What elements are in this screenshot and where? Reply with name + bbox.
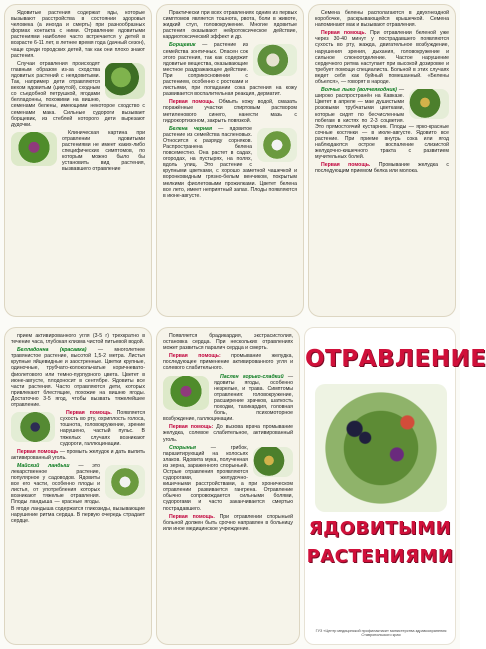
lily-text: — это лекарственное растение, популярное у садоводов. Ядовиты все его части, особенно плоды и листья, от употребления которых возникают тяжелые отравления. Плоды ландыша — красные ягоды. В ягоде ландыша содержатся гликозиды, вызывающие нарушение ритма сердца. В первую очередь страдает сердце. bbox=[11, 462, 145, 524]
first-aid-label: Первая помощь. bbox=[169, 513, 215, 520]
symptoms-text: Практически при всех отравлениях одним из первых симптомов является тошнота, рвота, боли в животе, жидкий стул, головокружение. Многие ядовитые растения оказывают нейротоксическое действие, кардиотоксический эффект и др. bbox=[163, 10, 297, 41]
cases-text: Случаи отравления происходят главным образом из-за сходства ядовитых растений с неядовитыми. Так, например дети отравляются вехом ядовитым (цикутой), сходным со съедобной петрушкой, ягодами белладонны, похожими на вишню, семенами белены, имеющими некоторое сходство с семенами мака. Сильные судороги вызывает борщевик, из стеблей которого дети вырезают дудочки. bbox=[11, 60, 145, 128]
henbane-aid-paragraph bbox=[315, 30, 449, 85]
info-panel-henbane-daphne bbox=[308, 4, 456, 317]
first-aid-label: Первая помощь. bbox=[321, 30, 367, 37]
belladonna-text: — многолетнее травянистое растение, высотой 1,5-2 метра. Листья крупные яйцевидные и заостренные. Цветки крупные, одиночные, трубчато-колокольчатые коричневато-фиолетового или темно-пурпурного цвета. Цветет в июне-августе, плодоносит в сентябре. Ядовиты все части растения. Часто отравляются дети, которых привлекают блестящие, похожие на вишню ягоды. Достаточно 3-5 ягод, чтобы вызвать тяжелейшее отравление. bbox=[11, 347, 145, 409]
info-panel-nightshade-ergot bbox=[156, 327, 300, 645]
lily-aid-text: промывание желудка, последующее применение активированного угля и солевого слабительного. bbox=[163, 353, 293, 372]
lily-aid-paragraph bbox=[163, 353, 293, 371]
daphne-text: — широко распространён на Кавказе. Цветет в апреле — мае душистыми розовыми трубчатыми цветками, которые сидят по бесчисленным побегам в кистях по 2-3 соцветия. Это прямостоячий кустарник. Плоды — ярко-красные сочные костянки — в июле-августе. Ядовито все растение. При приеме внутрь сока или ягод наблюдаются острое воспаление слизистой желудочно-кишечного тракта с развитием мучительных болей. bbox=[315, 87, 449, 161]
nightshade-heading: Паслен горько-сладкий bbox=[220, 373, 284, 380]
hogweed-aid-paragraph bbox=[163, 99, 297, 123]
henbane-photo bbox=[257, 128, 297, 162]
first-aid-label: Первая помощь: bbox=[169, 424, 214, 431]
nightshade-text: — ядовиты ягоды, особенно незрелые, и трава. Симптомы отравления: головокружение, расширение зрачков, шаткость походки, тахикардия, головная боль, психомоторное возбуждение, галлюцинации. bbox=[163, 373, 293, 423]
daphne-photo bbox=[409, 89, 449, 119]
intro-text: Ядовитые растения содержат яды, которые вызывают расстройства в состоянии здоровья человека (а иногда и смерть) при разнообразных формах контакта с ними. Отравление ядовитыми растениями наиболее часто встречается у детей в возрасте 6-11 лет, в летнее время года (дачный сезон), чаще среди городских детей, так как они плохо знают растения. bbox=[11, 10, 145, 59]
lily-symptoms-text: Появляется брадикардия, экстрасистолия, остановка сердца. При нескольких отравлениях может развиться паралич сердца и смерть. bbox=[163, 333, 293, 352]
belladonna-symptoms-text: Появляется сухость во рту, охриплость голоса, тошнота, головокружение, зрение нарушено, частый пульс. В тяжелых случаях возникают судороги, галлюцинации. bbox=[60, 410, 145, 447]
first-aid-label: Первая помощь: bbox=[169, 353, 221, 360]
title-block bbox=[304, 327, 486, 645]
belladonna-aid-text: — промыть желудок и дать выпить активированный уголь. bbox=[11, 448, 145, 461]
nightshade-aid-text: До вызова врача промывание желудка, солевое слабительное, активированный уголь. bbox=[163, 424, 293, 443]
lily-photo bbox=[105, 465, 145, 499]
hemlock-illustration bbox=[105, 63, 145, 99]
daphne-aid-paragraph bbox=[315, 162, 449, 174]
info-panel-intro bbox=[4, 4, 152, 317]
ergot-aid-text: При отравлении спорыньей больной должен быть срочно направлен в больницу или иное медицинское учреждение. bbox=[163, 513, 293, 532]
henbane-heading: Белена черная bbox=[169, 125, 212, 132]
hogweed-illustration bbox=[11, 132, 57, 166]
first-aid-label: Первая помощь. bbox=[321, 162, 371, 169]
henbane-aid-text: При отравлении беленой уже через 30-40 минут у пострадавшего появляются сухость во рту, жажда, двигательное возбуждение, нарушения зрения, дыхания, головокружение и сильное слюноотделение. Частое нарушение сердечного ритма наступает при высокой дозировке и требует помощи специалиста. Больной в этих случаях ведет себя как буйный помешанный. «Белены объелся», — говорят в народе. bbox=[315, 30, 450, 86]
henbane-text: — ядовитое растение из семейства пасленовых. Относится к разряду сорняков. Распространена белена повсеместно. Она растет в садах, огородах, на пустырях, на полях, вдоль улиц. Это растение с крупными цветками, с хорошо заметной чашечкой и воронковидным грязно-белым венчиком, покрытым мелкими фиолетовыми прожилками. Цветет белена все лето, имеет неприятный запах. Плоды появляются в июне-августе. bbox=[163, 125, 297, 199]
first-aid-label: Первая помощь. bbox=[169, 99, 215, 106]
hogweed-heading: Борщевик bbox=[169, 42, 196, 49]
lily-heading: Майский ландыш bbox=[17, 462, 70, 469]
ergot-aid-paragraph bbox=[163, 514, 293, 532]
belladonna-paragraph bbox=[11, 347, 145, 408]
info-panel-hogweed-henbane bbox=[156, 4, 304, 317]
hogweed-photo bbox=[253, 44, 297, 76]
henbane-seeds-text: Семена белены располагаются в двухгнездной коробочке, раскрывающейся крышечкой. Семена напоминают мак и вызывают отравления. bbox=[315, 10, 449, 29]
charcoal-text: прием активированного угля (3-5 г) трехкратно в течение часа, глубокая клизма чистой питьевой водой. bbox=[11, 333, 145, 346]
first-aid-label: Первая помощь bbox=[17, 448, 59, 455]
hogweed-aid-text: Обмыть кожу водой, смазать поражённые участки спиртовым раствором метиленового синего, нанести мазь с гидрокортизоном, закрыть повязкой. bbox=[163, 99, 297, 124]
ergot-photo bbox=[253, 447, 293, 477]
info-panel-belladonna-lily bbox=[4, 327, 152, 645]
daphne-heading: Волчье лыко (волчеягодник) bbox=[321, 87, 397, 94]
hogweed-text: — растение из семейства зонтичных. Опасен сок этого растения, так как содержит ядовитые вещества, оказывающие местное раздражающее действие. При соприкосновении с растением, особенно с ростками и листьями, при попадании сока растения на кожу развивается воспалительная реакция, дерматит. bbox=[163, 42, 297, 98]
title-line-3: РАСТЕНИЯМИ bbox=[306, 546, 454, 567]
publisher-footnote: ГУЗ «Центр медицинской профилактики» министерства здравоохранения Ставропольского края bbox=[315, 628, 447, 638]
belladonna-heading: Белладонна (красавка) bbox=[17, 347, 87, 354]
first-aid-label: Первая помощь. bbox=[66, 410, 112, 417]
title-line-1: ОТРАВЛЕНИЕ bbox=[305, 346, 486, 372]
belladonna-photo bbox=[11, 412, 55, 442]
ergot-heading: Спорынья bbox=[169, 444, 196, 451]
nightshade-aid-paragraph bbox=[163, 424, 293, 442]
title-line-2: ЯДОВИТЫМИ bbox=[308, 518, 452, 539]
clinical-text: Клиническая картина при отравлении ядовитыми растениями не имеет каких-либо специфических симптомов, по которым можно было бы установить вид растения, вызвавшего отравление bbox=[62, 129, 145, 173]
nightshade-photo bbox=[163, 376, 209, 410]
daphne-aid-text: Промывание желудка с последующим приемом белка или молока. bbox=[315, 162, 449, 175]
ergot-text: — грибок, паразитирующий на колосьях злаков. Ядовита мука, полученная из зерна, зараженного спорыньей. Острые отравления проявляются судорогами, желудочно-кишечными расстройствами, а при хроническом отравлении развивается гангрена. Отравление обычно сопровождается сильными болями, судорогами и часто заканчивается смертью пострадавшего. bbox=[163, 444, 293, 512]
poisonous-plants-illustration bbox=[315, 384, 447, 512]
belladonna-aid-paragraph bbox=[11, 449, 145, 461]
